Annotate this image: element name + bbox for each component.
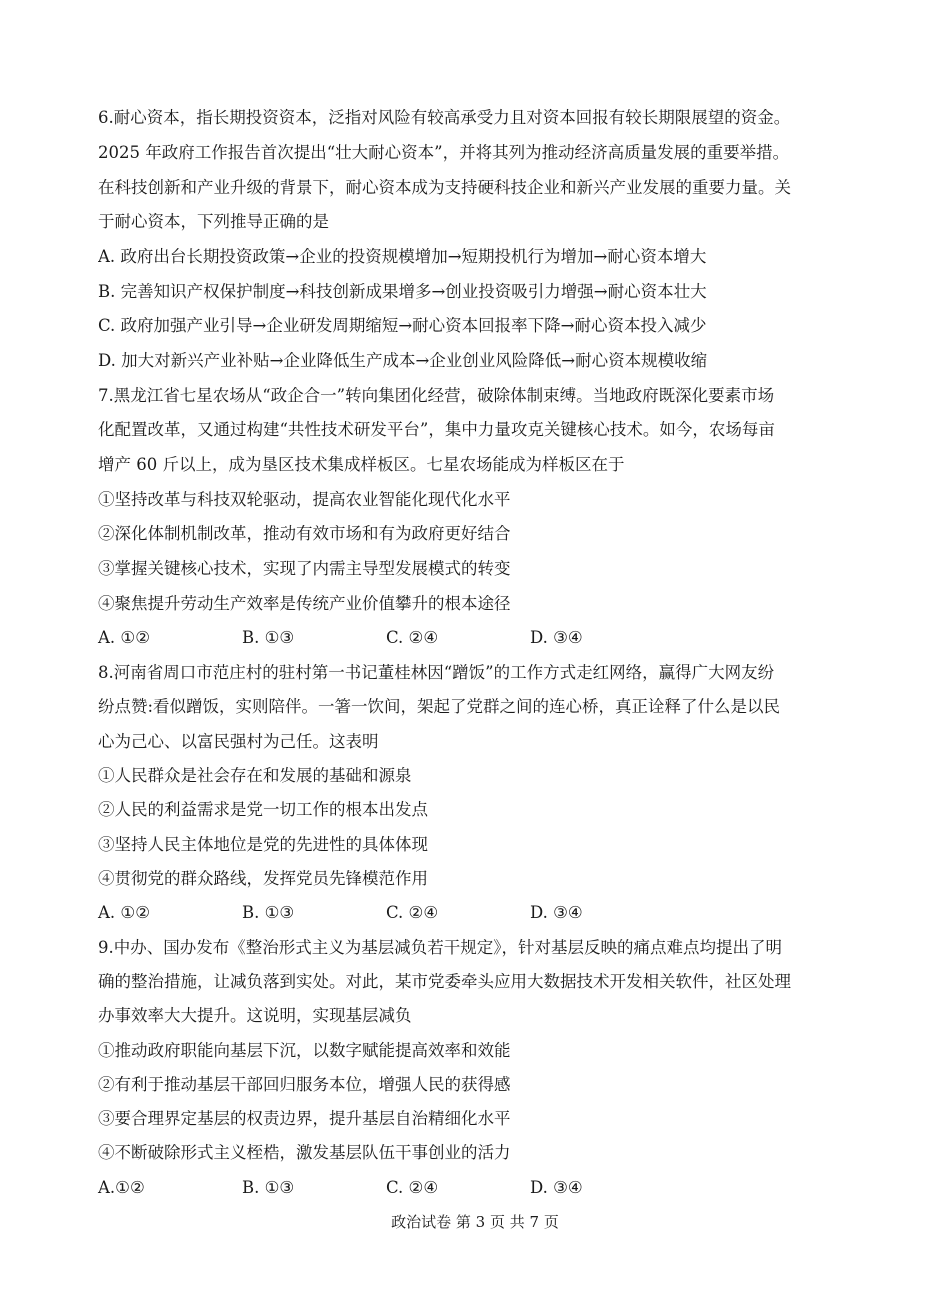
- q6-stem-line-4: 于耐心资本，下列推导正确的是: [98, 212, 329, 231]
- q8-item-1: ①人民群众是社会存在和发展的基础和源泉: [98, 766, 412, 785]
- q7-item-1: ①坚持改革与科技双轮驱动，提高农业智能化现代化水平: [98, 490, 511, 509]
- q7-choices: [98, 628, 858, 648]
- q8-stem-line-2: 纷点赞:看似蹭饭，实则陪伴。一箸一饮间，架起了党群之间的连心桥，真正诠释了什么是以民: [98, 697, 781, 716]
- q9-choices: [98, 1178, 858, 1198]
- page-footer: 政治试卷 第 3 页 共 7 页: [391, 1213, 559, 1231]
- q9-choice-c: C. ②④: [386, 1178, 439, 1197]
- q8-stem-line-3: 心为己心、以富民强村为己任。这表明: [98, 732, 379, 751]
- q9-item-1: ①推动政府职能向基层下沉，以数字赋能提高效率和效能: [98, 1041, 511, 1060]
- q7-choice-a: A. ①②: [98, 628, 150, 647]
- q9-item-4: ④不断破除形式主义桎梏，激发基层队伍干事创业的活力: [98, 1143, 511, 1162]
- q8-choice-a: A. ①②: [98, 903, 150, 922]
- q7-stem-line-2: 化配置改革，又通过构建“共性技术研发平台”，集中力量攻克关键核心技术。如今，农场每亩: [98, 420, 775, 439]
- q6-stem-line-2: 2025 年政府工作报告首次提出“壮大耐心资本”，并将其列为推动经济高质量发展的重要举措。: [98, 143, 790, 162]
- q8-item-3: ③坚持人民主体地位是党的先进性的具体体现: [98, 835, 428, 854]
- q9-stem-line-1: 9.中办、国办发布《整治形式主义为基层减负若干规定》，针对基层反映的痛点难点均提出了明: [98, 938, 782, 957]
- q8-choices: [98, 903, 858, 923]
- q6-option-d: D. 加大对新兴产业补贴→企业降低生产成本→企业创业风险降低→耐心资本规模收缩: [98, 351, 708, 370]
- q7-choice-d: D. ③④: [530, 628, 583, 647]
- q9-stem-line-2: 确的整治措施，让减负落到实处。对此，某市党委牵头应用大数据技术开发相关软件，社区处理: [98, 972, 791, 991]
- q6-option-a: A. 政府出台长期投资政策→企业的投资规模增加→短期投机行为增加→耐心资本增大: [98, 247, 707, 266]
- q7-item-2: ②深化体制机制改革，推动有效市场和有为政府更好结合: [98, 524, 511, 543]
- q7-choice-b: B. ①③: [242, 628, 295, 647]
- q8-item-2: ②人民的利益需求是党一切工作的根本出发点: [98, 800, 428, 819]
- q7-item-3: ③掌握关键核心技术，实现了内需主导型发展模式的转变: [98, 559, 511, 578]
- q7-item-4: ④聚焦提升劳动生产效率是传统产业价值攀升的根本途径: [98, 594, 511, 613]
- q8-stem-line-1: 8.河南省周口市范庄村的驻村第一书记董桂林因“蹭饭”的工作方式走红网络，赢得广大网友纷: [98, 663, 775, 682]
- q8-choice-b: B. ①③: [242, 903, 295, 922]
- q9-choice-b: B. ①③: [242, 1178, 295, 1197]
- q6-option-b: B. 完善知识产权保护制度→科技创新成果增多→创业投资吸引力增强→耐心资本壮大: [98, 282, 707, 301]
- q9-choice-d: D. ③④: [530, 1178, 583, 1197]
- q6-option-c: C. 政府加强产业引导→企业研发周期缩短→耐心资本回报率下降→耐心资本投入减少: [98, 316, 707, 335]
- q8-choice-d: D. ③④: [530, 903, 583, 922]
- q9-item-3: ③要合理界定基层的权责边界，提升基层自治精细化水平: [98, 1109, 511, 1128]
- q6-stem-line-1: 6.耐心资本，指长期投资资本，泛指对风险有较高承受力且对资本回报有较长期限展望的资金。: [98, 108, 791, 127]
- q9-stem-line-3: 办事效率大大提升。这说明，实现基层减负: [98, 1006, 412, 1025]
- q7-stem-line-3: 增产 60 斤以上，成为垦区技术集成样板区。七星农场能成为样板区在于: [98, 455, 625, 474]
- q8-choice-c: C. ②④: [386, 903, 439, 922]
- q8-item-4: ④贯彻党的群众路线，发挥党员先锋模范作用: [98, 869, 428, 888]
- q7-stem-line-1: 7.黑龙江省七星农场从“政企合一”转向集团化经营，破除体制束缚。当地政府既深化要素市场: [98, 386, 775, 405]
- q7-choice-c: C. ②④: [386, 628, 439, 647]
- q6-stem-line-3: 在科技创新和产业升级的背景下，耐心资本成为支持硬科技企业和新兴产业发展的重要力量。关: [98, 178, 791, 197]
- q9-choice-a: A.①②: [98, 1178, 145, 1197]
- q9-item-2: ②有利于推动基层干部回归服务本位，增强人民的获得感: [98, 1075, 511, 1094]
